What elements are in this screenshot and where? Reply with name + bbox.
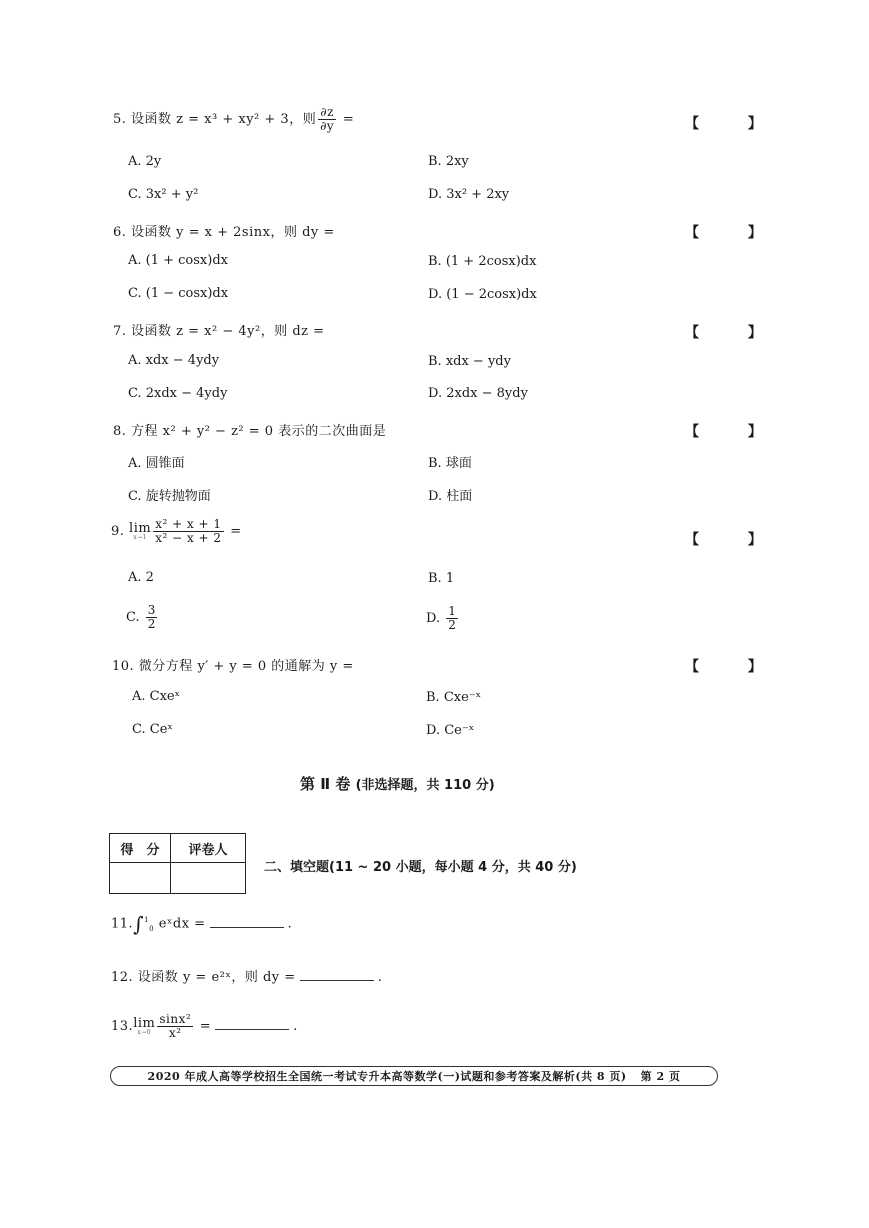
fill-question-11	[111, 912, 292, 936]
question-8-stem: 8. 方程 x² + y² − z² = 0 表示的二次曲面是	[113, 424, 387, 439]
answer-blank-12[interactable]	[300, 968, 374, 981]
answer-blank-13[interactable]	[215, 1017, 289, 1030]
fill-13-body: =	[195, 1019, 212, 1035]
integral-lower: 0	[149, 925, 155, 934]
question-9-fraction	[153, 518, 223, 545]
option-5d: D. 3x² + 2xy	[428, 187, 510, 202]
lim-subscript: x→1	[133, 534, 147, 542]
option-6a: A. (1 + cosx)dx	[128, 253, 228, 268]
fill-11-body: eˣdx =	[158, 916, 206, 932]
score-cell[interactable]	[110, 863, 171, 894]
fill-question-12	[111, 966, 382, 985]
fraction-numerator: x² + x + 1	[155, 517, 222, 531]
question-9-stem	[111, 518, 242, 545]
answer-bracket-6[interactable]: 【 】	[685, 225, 784, 241]
answer-bracket-7[interactable]: 【 】	[685, 325, 784, 341]
option-9c-fraction	[146, 604, 158, 631]
question-9-number: 9.	[111, 524, 125, 540]
option-8d: D. 柱面	[428, 489, 473, 504]
option-6b: B. (1 + 2cosx)dx	[428, 254, 537, 269]
option-10c: C. Ceˣ	[132, 722, 173, 737]
option-8b: B. 球面	[428, 456, 472, 471]
answer-bracket-9[interactable]: 【 】	[685, 532, 784, 548]
option-5a: A. 2y	[128, 154, 162, 169]
fraction-denominator: x² − x + 2	[155, 531, 222, 546]
integral-sign: ∫	[133, 912, 145, 936]
option-9a: A. 2	[128, 570, 154, 585]
fraction-denominator: 2	[448, 618, 456, 633]
fill-11-end: .	[287, 916, 293, 932]
page-number: 第 2 页	[640, 1070, 681, 1083]
footer-text: 2020 年成人高等学校招生全国统一考试专升本高等数学(一)试题和参考答案及解析(共 8 页)	[147, 1070, 627, 1083]
option-10a: A. Cxeˣ	[132, 689, 181, 704]
limit-operator	[133, 1017, 155, 1036]
fill-12-text: 12. 设函数 y = e²ˣ，则 dy =	[111, 970, 296, 985]
fraction-numerator: ∂z	[320, 105, 334, 119]
option-7b: B. xdx − ydy	[428, 354, 511, 369]
option-10d: D. Ce⁻ˣ	[426, 723, 475, 738]
limit-operator	[129, 522, 151, 541]
option-6c: C. (1 − cosx)dx	[128, 286, 229, 301]
option-9c-prefix: C.	[126, 610, 140, 626]
option-5c: C. 3x² + y²	[128, 187, 199, 202]
section-title-main: 第 Ⅱ 卷	[300, 775, 351, 793]
fraction-numerator: 1	[448, 604, 456, 618]
option-5b: B. 2xy	[428, 154, 469, 169]
question-9-tail: =	[225, 524, 242, 540]
lim-subscript: x→0	[137, 1029, 152, 1037]
option-10b: B. Cxe⁻ˣ	[426, 690, 482, 705]
fill-11-number: 11.	[111, 916, 134, 932]
option-6d: D. (1 − 2cosx)dx	[428, 287, 537, 302]
question-7-stem: 7. 设函数 z = x² − 4y²，则 dz =	[113, 324, 325, 339]
section-title	[300, 773, 495, 794]
option-8a: A. 圆锥面	[128, 456, 185, 471]
integral-upper: 1	[144, 916, 150, 925]
answer-bracket-5[interactable]: 【 】	[685, 116, 784, 132]
fill-13-fraction	[157, 1013, 193, 1040]
fraction-denominator: ∂y	[320, 119, 335, 134]
question-6-stem: 6. 设函数 y = x + 2sinx，则 dy =	[113, 225, 335, 240]
answer-bracket-10[interactable]: 【 】	[685, 659, 784, 675]
option-9b: B. 1	[428, 571, 455, 586]
score-table	[109, 833, 246, 894]
fill-13-end: .	[293, 1019, 298, 1035]
lim-text: lim	[129, 521, 152, 537]
question-10-stem: 10. 微分方程 y′ + y = 0 的通解为 y =	[112, 659, 354, 674]
fraction-denominator: 2	[147, 617, 156, 632]
lim-text: lim	[133, 1016, 156, 1032]
page-footer	[110, 1066, 718, 1086]
option-8c: C. 旋转抛物面	[128, 489, 211, 504]
grader-header: 评卷人	[171, 834, 246, 863]
grader-cell[interactable]	[171, 863, 246, 894]
option-9d	[426, 605, 460, 632]
fill-12-end: .	[377, 970, 383, 985]
fill-13-number: 13.	[111, 1019, 134, 1035]
question-5-fraction	[318, 106, 336, 133]
fraction-denominator: x²	[168, 1026, 182, 1041]
option-7d: D. 2xdx − 8ydy	[428, 386, 528, 401]
option-9c	[126, 604, 159, 631]
option-7c: C. 2xdx − 4ydy	[128, 386, 228, 401]
question-5-tail: =	[338, 112, 355, 128]
fraction-numerator: sinx²	[159, 1012, 192, 1026]
option-7a: A. xdx − 4ydy	[128, 353, 220, 368]
option-9d-prefix: D.	[426, 611, 441, 627]
section-title-paren: (非选择题，共 110 分)	[355, 778, 495, 793]
fraction-numerator: 3	[147, 603, 156, 617]
question-5-text: 5. 设函数 z = x³ + xy² + 3，则	[113, 112, 317, 128]
question-5-stem	[113, 106, 354, 133]
fill-question-13	[111, 1013, 298, 1040]
answer-blank-11[interactable]	[210, 915, 284, 928]
score-header: 得 分	[110, 834, 171, 863]
option-9d-fraction	[446, 605, 458, 632]
fill-section-heading: 二、填空题(11 ~ 20 小题，每小题 4 分，共 40 分)	[264, 860, 577, 875]
answer-bracket-8[interactable]: 【 】	[685, 424, 784, 440]
